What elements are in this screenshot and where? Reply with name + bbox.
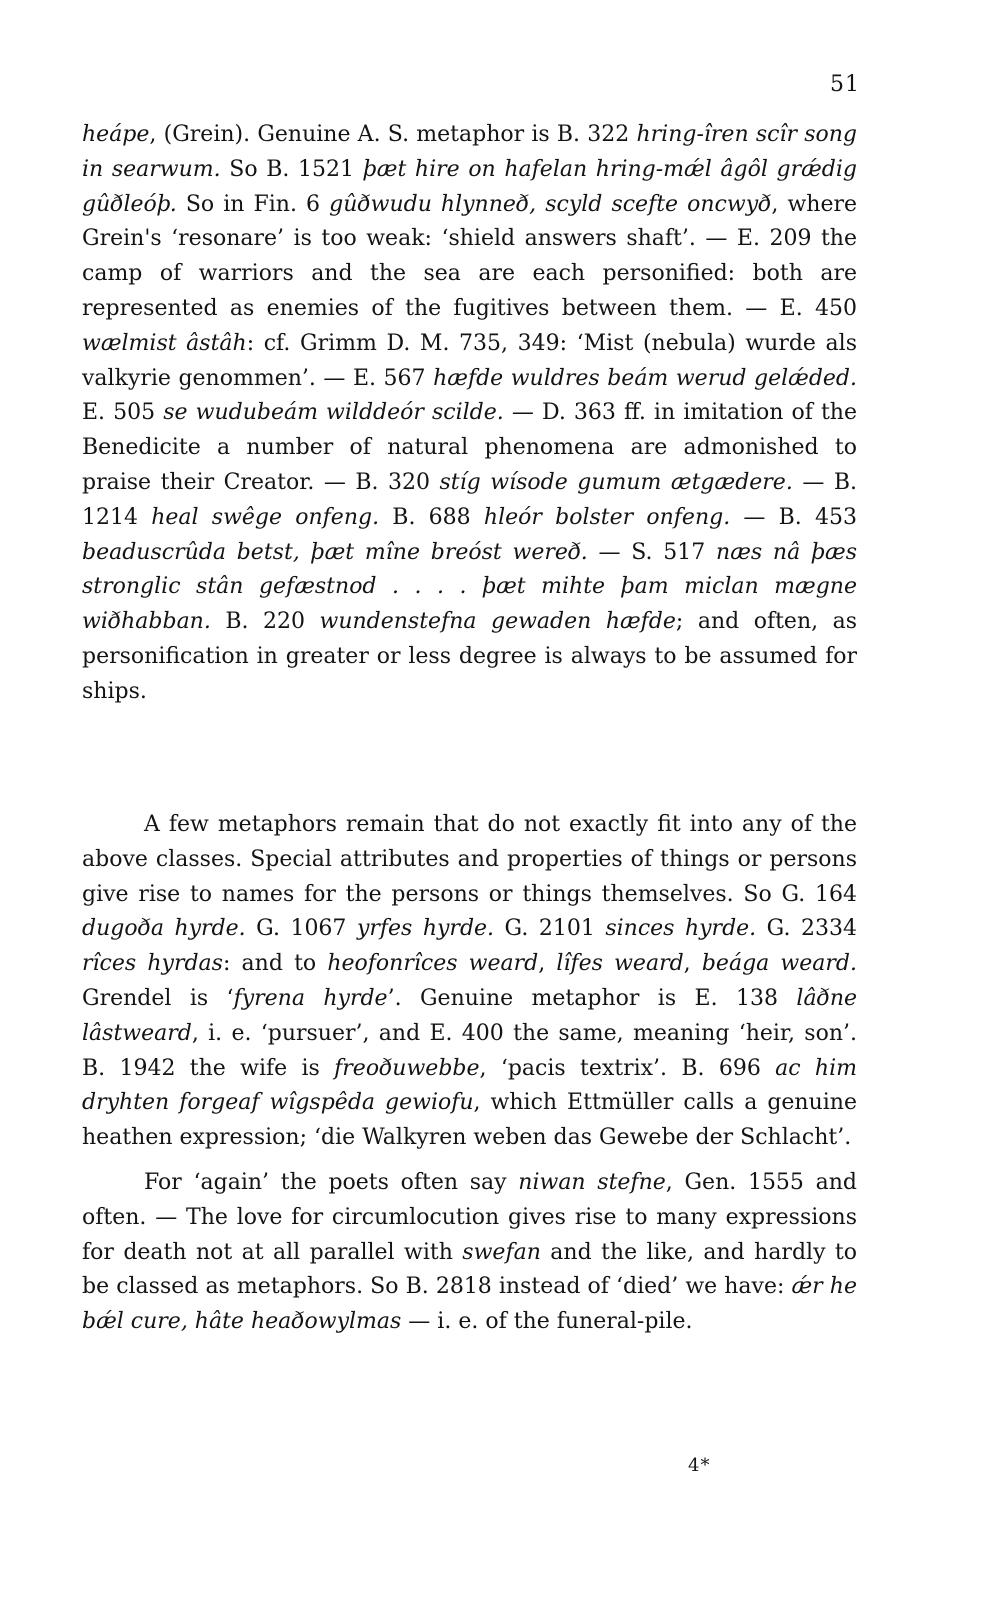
italic-quotation: niwan stefne bbox=[518, 1169, 666, 1195]
text-run: ; and often, as personification in greater or less degree is always to be assumed for ships. bbox=[82, 609, 858, 704]
text-run: , Gen. 1555 and often. — The love for circumlocution gives rise to many expressions for death not at all parallel with bbox=[82, 1169, 857, 1265]
text-run: A few metaphors remain that do not exactly fit into any of the above classes. Special attributes and properties of things or persons give rise to names for the persons or things themselves. So G. 164 bbox=[82, 812, 857, 907]
text-block-top bbox=[82, 118, 857, 710]
page-number: 51 bbox=[830, 72, 860, 97]
text-run: B. 220 bbox=[210, 609, 320, 635]
paragraph-circumlocution bbox=[82, 1166, 857, 1340]
italic-quotation: heápe bbox=[82, 122, 150, 147]
italic-quotation: heal swêge onfeng. bbox=[151, 504, 380, 530]
italic-quotation: freoðuwebbe bbox=[334, 1055, 480, 1081]
paragraph-other-metaphors bbox=[82, 808, 857, 1156]
italic-quotation: sinces hyrde. bbox=[605, 916, 757, 942]
italic-quotation: dugoða hyrde. bbox=[82, 916, 246, 942]
text-run: G. 2334 bbox=[756, 916, 857, 942]
text-run: — S. 517 bbox=[587, 539, 717, 565]
text-run: So in Fin. 6 bbox=[176, 191, 330, 217]
italic-quotation: ǽr he bǽl cure, hâte heaðowylmas bbox=[82, 1274, 857, 1335]
italic-quotation: þæt hire on hafelan hring-mǽl âgôl grǽdig gûðleóþ. bbox=[82, 156, 858, 217]
text-run: , (Grein). Genuine A. S. metaphor is B. 322 bbox=[149, 122, 637, 147]
text-run: , bbox=[683, 951, 702, 977]
italic-quotation: hring-îren scîr song in searwum. bbox=[82, 122, 857, 182]
text-run: B. 688 bbox=[379, 504, 484, 530]
italic-quotation: lâðne lâstweard bbox=[82, 985, 858, 1046]
text-run: For ‘again’ the poets often say bbox=[144, 1169, 519, 1195]
italic-quotation: fyrena hyrde bbox=[233, 985, 388, 1011]
italic-quotation: gûðwudu hlynneð, scyld scefte oncwyð bbox=[329, 191, 772, 217]
text-run: G. 2101 bbox=[494, 916, 606, 942]
text-run: , which Ettmüller calls a genuine heathen expression; ‘die Walkyren weben das Gewebe der Schlacht’. bbox=[82, 1090, 857, 1151]
italic-quotation: se wudubeám wilddeór scilde. bbox=[163, 400, 504, 426]
italic-quotation: yrfes hyrde. bbox=[356, 916, 495, 942]
text-run: — B. 1214 bbox=[82, 469, 857, 530]
text-run: G. 1067 bbox=[245, 916, 357, 942]
italic-quotation: stíg wísode gumum ætgædere. bbox=[439, 469, 793, 495]
text-run: , bbox=[538, 951, 557, 977]
paragraph-metaphors-continued bbox=[82, 118, 857, 710]
text-run: ’. Genuine metaphor is E. 138 bbox=[387, 985, 797, 1011]
italic-quotation: næs nâ þæs stronglic stân gefæstnod . . . . þæt mihte þam miclan mægne wiðhabban. bbox=[82, 539, 858, 635]
text-run: So B. 1521 bbox=[220, 156, 363, 182]
italic-quotation: hleór bolster onfeng. bbox=[483, 504, 731, 530]
italic-quotation: beaduscrûda betst, þæt mîne breóst wereð. bbox=[82, 539, 588, 565]
text-run: , ‘pacis textrix’. B. 696 bbox=[479, 1055, 776, 1081]
italic-quotation: swefan bbox=[462, 1239, 541, 1265]
text-run: — i. e. of the funeral-pile. bbox=[401, 1309, 693, 1335]
italic-quotation: wundenstefna gewaden hæfde bbox=[319, 609, 676, 635]
text-run: : and to bbox=[222, 951, 328, 977]
italic-quotation: rîces hyrdas bbox=[82, 951, 223, 977]
italic-quotation: beága weard. bbox=[701, 951, 857, 977]
text-run: — D. 363 ff. in imitation of the Benedicite a number of natural phenomena are admonished to praise their Creator. — B. 320 bbox=[82, 400, 857, 495]
text-run: — B. 453 bbox=[730, 504, 858, 530]
italic-quotation: hæfde wuldres beám werud gelǽded. bbox=[433, 365, 857, 391]
text-run: Grendel is ‘ bbox=[82, 985, 234, 1011]
text-run: : cf. Grimm D. M. 735, 349: ‘Mist (nebula) wurde als valkyrie genommen’. — E. 567 bbox=[82, 330, 857, 391]
text-block-bottom bbox=[82, 808, 857, 1340]
italic-quotation: heofonrîces weard bbox=[327, 951, 539, 977]
italic-quotation: lîfes weard bbox=[556, 951, 684, 977]
text-run: , i. e. ‘pursuer’, and E. 400 the same, meaning ‘heir, son’. B. 1942 the wife is bbox=[82, 1020, 857, 1081]
signature-mark: 4* bbox=[688, 1455, 711, 1476]
text-run: and the like, and hardly to be classed as metaphors. So B. 2818 instead of ‘died’ we have: bbox=[82, 1239, 857, 1300]
italic-quotation: ac him dryhten forgeaf wîgspêda gewiofu bbox=[82, 1055, 857, 1116]
text-run: , where Grein's ‘resonare’ is too weak: ‘shield answers shaft’. — E. 209 the camp of warriors and the sea are each personified: both are represented as enemies of the fugitives between them. — E. 450 bbox=[82, 191, 858, 321]
text-run: E. 505 bbox=[82, 400, 164, 426]
italic-quotation: wælmist âstâh bbox=[82, 330, 247, 356]
